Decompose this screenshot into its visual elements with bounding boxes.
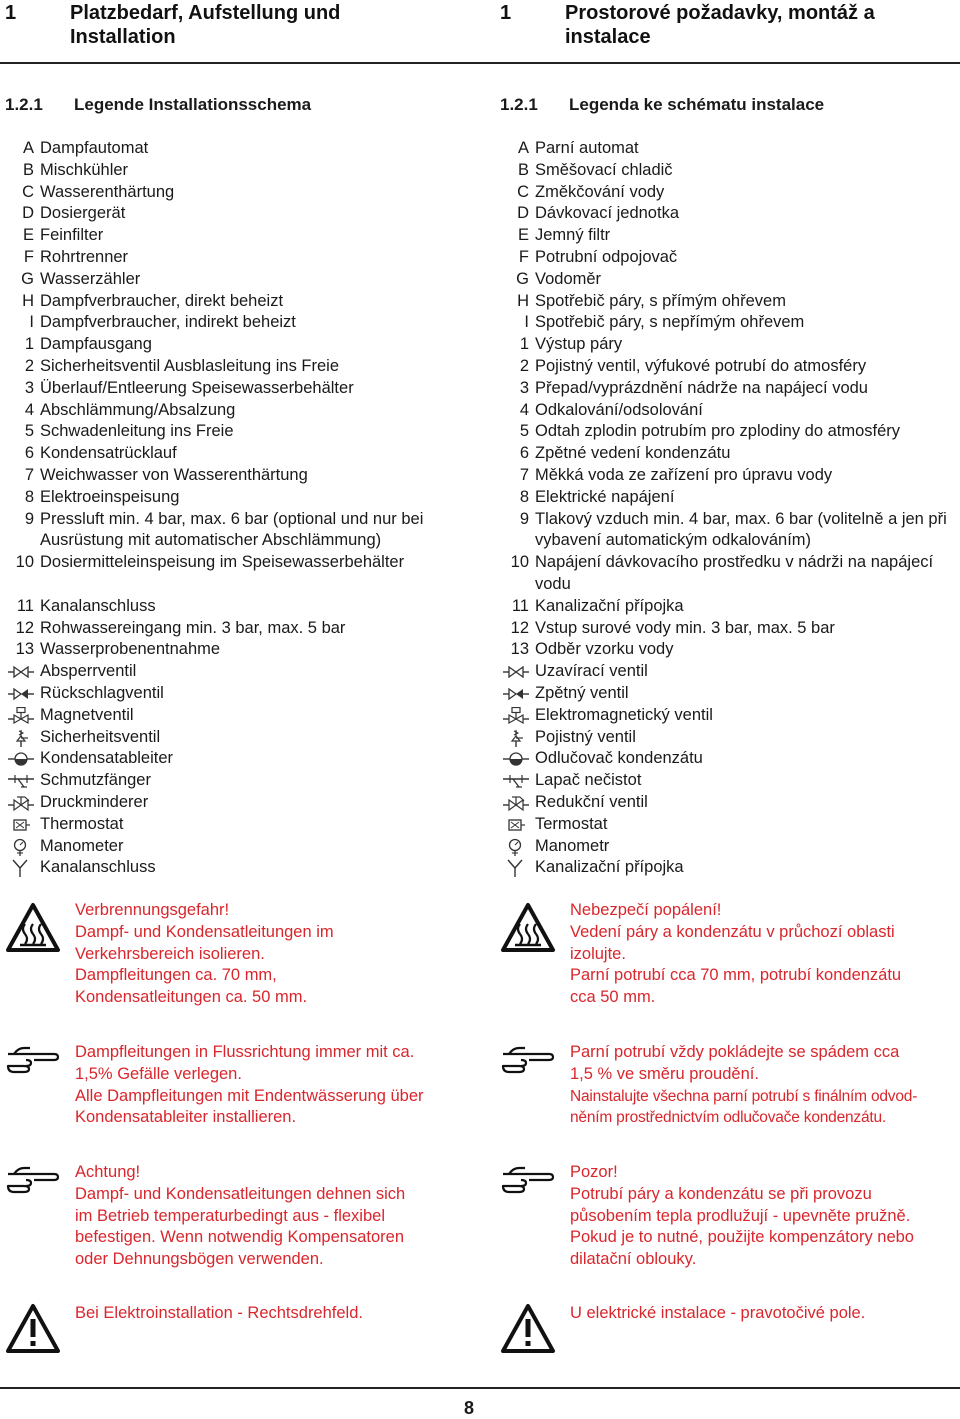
legend-item — [495, 356, 960, 378]
legend-text: Odtah zplodin potrubím pro zplodiny do atmosféry — [535, 422, 901, 441]
page-number: 8 — [464, 1398, 475, 1418]
legend-key: 8 — [24, 487, 34, 506]
pressure-reducer-icon — [8, 794, 34, 812]
legend-key: I — [524, 313, 529, 332]
symbol-text: Odlučovač kondenzátu — [535, 749, 703, 768]
legend-item — [495, 138, 960, 160]
legend-text: Dampfausgang — [40, 335, 152, 354]
symbol-text: Uzavírací ventil — [535, 662, 648, 681]
legend-text: Dampfautomat — [40, 139, 149, 157]
legend-key: 1 — [24, 335, 34, 354]
legend-key: 11 — [511, 596, 529, 615]
note-line: Alle Dampfleitungen mit Endentwässerung über — [75, 1086, 424, 1105]
section-number: 1.2.1 — [500, 95, 538, 114]
symbol-item — [495, 705, 960, 727]
legend-text: Rohwassereingang min. 3 bar, max. 5 bar — [40, 618, 346, 637]
manometer-icon — [8, 838, 34, 856]
note-line: Verbrennungsgefahr! — [75, 901, 230, 919]
hot-surface-warning-icon — [499, 900, 557, 963]
general-warning-icon — [499, 1301, 557, 1364]
symbol-item — [495, 770, 960, 792]
legend-spacer — [0, 574, 470, 596]
note-line: Parní potrubí vždy pokládejte se spádem cca — [570, 1043, 900, 1061]
legend-text: Odkalování/odsolování — [535, 400, 703, 419]
legend-key: 9 — [24, 509, 34, 528]
legend-key: 4 — [24, 400, 34, 419]
legend-key: 7 — [24, 465, 34, 484]
legend-item — [0, 312, 470, 334]
note-line: Nainstalujte všechna parní potrubí s finálním odvod- — [570, 1087, 918, 1105]
legend-key: 10 — [15, 553, 34, 572]
legend-item — [495, 487, 960, 509]
legend-item — [0, 203, 470, 225]
note-line: Vedení páry a kondenzátu v průchozí oblasti — [570, 922, 895, 941]
legend-item — [495, 421, 960, 443]
header-rule — [0, 62, 960, 64]
check-valve-icon — [8, 685, 34, 703]
legend-key: C — [22, 182, 34, 201]
legend-text: Dosiermitteleinspeisung im Speisewasserbehälter — [40, 553, 405, 572]
legend-text: Elektrické napájení — [535, 487, 675, 506]
legend-text: Přepad/vyprázdnění nádrže na napájecí vodu — [535, 378, 868, 397]
legend-key: H — [517, 291, 529, 310]
drain-connection-icon — [503, 859, 529, 877]
legend-key: 6 — [24, 444, 34, 463]
note-line: Kondensatableiter installieren. — [75, 1108, 297, 1127]
symbol-item — [0, 792, 470, 814]
note-line: 1,5% Gefälle verlegen. — [75, 1064, 242, 1083]
legend-item — [495, 269, 960, 291]
legend-text: Dosiergerät — [40, 204, 126, 223]
legend-key: E — [517, 226, 529, 245]
legend-list — [495, 138, 960, 879]
legend-text: Kanalizační přípojka — [535, 596, 684, 615]
symbol-text: Kanalizační přípojka — [535, 858, 684, 877]
legend-item — [495, 225, 960, 247]
note-line: Dampf- und Kondensatleitungen im — [75, 922, 334, 941]
symbol-item — [495, 661, 960, 683]
note-text — [75, 1042, 470, 1129]
symbol-item — [495, 683, 960, 705]
legend-item — [0, 465, 470, 487]
legend-key: 13 — [15, 640, 34, 659]
legend-text: Elektroeinspeisung — [40, 487, 180, 506]
legend-key: D — [22, 204, 34, 223]
symbol-item — [495, 727, 960, 749]
strainer-icon — [8, 772, 34, 790]
legend-item — [0, 356, 470, 378]
symbol-text: Kanalanschluss — [40, 858, 156, 877]
note-text — [570, 900, 960, 1009]
legend-key: F — [518, 247, 529, 266]
legend-text: Dampfverbraucher, direkt beheizt — [40, 291, 284, 310]
legend-item — [495, 618, 960, 640]
legend-item — [0, 182, 470, 204]
legend-text: Tlakový vzduch min. 4 bar, max. 6 bar (volitelně a jen při vybavení automatickým odkalováním) — [535, 509, 947, 550]
legend-text: Měkká voda ze zařízení pro úpravu vody — [535, 465, 833, 484]
note-line: im Betrieb temperaturbedingt aus - flexibel — [75, 1206, 385, 1225]
symbol-text: Zpětný ventil — [535, 683, 629, 702]
legend-text: Parní automat — [535, 139, 639, 157]
symbol-text: Schmutzfänger — [40, 771, 151, 790]
legend-key: 3 — [24, 378, 34, 397]
legend-text: Vodoměr — [535, 269, 602, 288]
legend-key: F — [23, 247, 34, 266]
legend-item — [495, 247, 960, 269]
legend-key: 7 — [519, 465, 529, 484]
thermostat-icon — [8, 816, 34, 834]
legend-item — [0, 639, 470, 661]
legend-text: Mischkühler — [40, 160, 129, 179]
legend-item — [495, 378, 960, 400]
legend-text: Napájení dávkovacího prostředku v nádrži na napájecí vodu — [535, 553, 934, 593]
symbol-item — [495, 748, 960, 770]
legend-text: Směšovací chladič — [535, 160, 673, 179]
legend-item — [495, 443, 960, 465]
legend-item — [0, 291, 470, 313]
legend-item — [0, 378, 470, 400]
pointing-hand-icon — [4, 1044, 60, 1081]
legend-key: A — [517, 139, 529, 157]
legend-item — [495, 160, 960, 182]
note-line: Potrubí páry a kondenzátu se při provozu — [570, 1184, 872, 1203]
legend-key: 5 — [24, 422, 34, 441]
chapter-number: 1 — [500, 2, 512, 24]
legend-key: 9 — [519, 509, 529, 528]
legend-item — [0, 509, 470, 553]
symbol-text: Sicherheitsventil — [40, 727, 161, 746]
legend-text: Überlauf/Entleerung Speisewasserbehälter — [40, 378, 354, 397]
legend-item — [0, 400, 470, 422]
safety-valve-icon — [503, 729, 529, 747]
note-line: Nebezpečí popálení! — [570, 901, 722, 919]
note-line: cca 50 mm. — [570, 988, 656, 1007]
legend-key: 8 — [519, 487, 529, 506]
legend-key: D — [517, 204, 529, 223]
legend-key: 13 — [510, 640, 529, 659]
legend-text: Odběr vzorku vody — [535, 640, 674, 659]
strainer-icon — [503, 772, 529, 790]
general-warning-icon — [4, 1301, 62, 1364]
legend-key: 10 — [510, 553, 529, 572]
legend-key: 6 — [519, 444, 529, 463]
chapter-title: Platzbedarf, Aufstellung und Installation — [70, 2, 341, 48]
legend-key: A — [22, 139, 34, 157]
legend-key: B — [517, 160, 529, 179]
legend-key: 2 — [519, 356, 529, 375]
legend-item — [495, 400, 960, 422]
pressure-reducer-icon — [503, 794, 529, 812]
note-line: Pozor! — [570, 1163, 618, 1181]
note-line: Verkehrsbereich isolieren. — [75, 944, 265, 963]
legend-text: Pojistný ventil, výfukové potrubí do atmosféry — [535, 356, 867, 375]
legend-text: Feinfilter — [40, 226, 104, 245]
legend-text: Zpětné vedení kondenzátu — [535, 444, 731, 463]
manometer-icon — [503, 838, 529, 856]
note-line: Kondensatleitungen ca. 50 mm. — [75, 988, 308, 1007]
drain-connection-icon — [8, 859, 34, 877]
legend-item — [495, 312, 960, 334]
legend-key: 11 — [16, 596, 34, 615]
chapter-title: Prostorové požadavky, montáž a instalace — [565, 2, 875, 48]
legend-item — [495, 182, 960, 204]
symbol-text: Kondensatableiter — [40, 749, 174, 768]
symbol-text: Absperrventil — [40, 662, 137, 681]
note-line: působením tepla prodlužují - upevněte pružně. — [570, 1206, 911, 1225]
legend-item — [0, 138, 470, 160]
legend-text: Wasserprobenentnahme — [40, 640, 221, 659]
legend-key: E — [22, 226, 34, 245]
legend-text: Výstup páry — [535, 335, 623, 354]
legend-key: 1 — [519, 335, 529, 354]
note-text — [75, 1303, 470, 1325]
note-line: U elektrické instalace - pravotočivé pole. — [570, 1304, 866, 1322]
legend-item — [495, 509, 960, 553]
note-text — [570, 1042, 960, 1129]
symbol-text: Termostat — [535, 814, 608, 833]
legend-text: Schwadenleitung ins Freie — [40, 422, 234, 441]
note-line: Dampf- und Kondensatleitungen dehnen sich — [75, 1184, 406, 1203]
legend-item — [0, 618, 470, 640]
symbol-item — [495, 836, 960, 858]
thermostat-icon — [503, 816, 529, 834]
symbol-item — [0, 748, 470, 770]
hot-surface-warning-icon — [4, 900, 62, 963]
steam-trap-icon — [8, 750, 34, 768]
pointing-hand-icon — [4, 1164, 60, 1201]
legend-text: Dávkovací jednotka — [535, 204, 679, 223]
note-line: Dampfleitungen in Flussrichtung immer mit ca. — [75, 1043, 415, 1061]
legend-text: Jemný filtr — [535, 226, 611, 245]
legend-item — [495, 639, 960, 661]
note-line: Achtung! — [75, 1163, 141, 1181]
legend-list — [0, 138, 470, 879]
symbol-text: Manometer — [40, 836, 124, 855]
symbol-text: Thermostat — [40, 814, 124, 833]
solenoid-valve-icon — [8, 707, 34, 725]
symbol-item — [0, 770, 470, 792]
legend-text: Rohrtrenner — [40, 247, 129, 266]
legend-item — [495, 203, 960, 225]
note-line: befestigen. Wenn notwendig Kompensatoren — [75, 1228, 405, 1247]
shutoff-valve-icon — [8, 663, 34, 681]
section-title: Legende Installationsschema — [74, 95, 312, 114]
symbol-item — [0, 683, 470, 705]
legend-item — [0, 247, 470, 269]
symbol-item — [495, 792, 960, 814]
legend-text: Potrubní odpojovač — [535, 247, 678, 266]
legend-key: 12 — [510, 618, 529, 637]
note-line: něním prostřednictvím odlučovače kondenzátu. — [570, 1109, 887, 1127]
symbol-text: Manometr — [535, 836, 610, 855]
legend-text: Spotřebič páry, s přímým ohřevem — [535, 291, 786, 310]
legend-text: Vstup surové vody min. 3 bar, max. 5 bar — [535, 618, 835, 637]
symbol-item — [0, 705, 470, 727]
pointing-hand-icon — [499, 1044, 555, 1081]
legend-text: Sicherheitsventil Ausblasleitung ins Freie — [40, 356, 339, 375]
section-number: 1.2.1 — [5, 95, 43, 114]
symbol-text: Pojistný ventil — [535, 727, 636, 746]
note-line: Dampfleitungen ca. 70 mm, — [75, 966, 277, 985]
symbol-text: Rückschlagventil — [40, 683, 164, 702]
legend-key: 3 — [519, 378, 529, 397]
solenoid-valve-icon — [503, 707, 529, 725]
section-title: Legenda ke schématu instalace — [569, 95, 825, 114]
note-text — [570, 1162, 960, 1271]
legend-text: Spotřebič páry, s nepřímým ohřevem — [535, 313, 805, 332]
note-line: izolujte. — [570, 944, 626, 963]
legend-text: Kondensatrücklauf — [40, 444, 177, 463]
legend-item — [0, 552, 470, 574]
legend-key: 2 — [24, 356, 34, 375]
shutoff-valve-icon — [503, 663, 529, 681]
symbol-text: Druckminderer — [40, 792, 149, 811]
legend-item — [0, 596, 470, 618]
note-text — [570, 1303, 960, 1325]
legend-key: B — [22, 160, 34, 179]
legend-item — [495, 291, 960, 313]
note-line: Parní potrubí cca 70 mm, potrubí kondenzátu — [570, 966, 902, 985]
note-text — [75, 900, 470, 1009]
symbol-item — [495, 857, 960, 879]
legend-key: 12 — [15, 618, 34, 637]
legend-text: Změkčování vody — [535, 182, 665, 201]
symbol-text: Redukční ventil — [535, 792, 648, 811]
legend-item — [495, 552, 960, 596]
legend-key: 5 — [519, 422, 529, 441]
pointing-hand-icon — [499, 1164, 555, 1201]
note-line: 1,5 % ve směru proudění. — [570, 1064, 759, 1083]
note-text — [75, 1162, 470, 1271]
symbol-item — [0, 661, 470, 683]
footer-rule — [0, 1387, 960, 1389]
symbol-item — [0, 727, 470, 749]
symbol-item — [495, 814, 960, 836]
note-line: dilatační oblouky. — [570, 1250, 697, 1269]
legend-item — [0, 334, 470, 356]
note-line: oder Dehnungsbögen verwenden. — [75, 1250, 324, 1269]
symbol-text: Lapač nečistot — [535, 771, 642, 790]
legend-key: 4 — [519, 400, 529, 419]
note-line: Pokud je to nutné, použijte kompenzátory nebo — [570, 1228, 914, 1247]
legend-key: I — [29, 313, 34, 332]
legend-item — [495, 596, 960, 618]
legend-item — [0, 225, 470, 247]
legend-text: Abschlämmung/Absalzung — [40, 400, 236, 419]
symbol-item — [0, 836, 470, 858]
legend-item — [0, 160, 470, 182]
legend-item — [0, 443, 470, 465]
symbol-item — [0, 857, 470, 879]
legend-item — [0, 269, 470, 291]
legend-key: C — [517, 182, 529, 201]
legend-text: Weichwasser von Wasserenthärtung — [40, 465, 308, 484]
legend-item — [495, 334, 960, 356]
symbol-text: Elektromagnetický ventil — [535, 705, 713, 724]
legend-item — [0, 421, 470, 443]
legend-key: H — [22, 291, 34, 310]
symbol-text: Magnetventil — [40, 705, 134, 724]
chapter-number: 1 — [5, 2, 17, 24]
legend-item — [495, 465, 960, 487]
legend-key: G — [21, 269, 34, 288]
symbol-item — [0, 814, 470, 836]
legend-item — [0, 487, 470, 509]
note-line: Bei Elektroinstallation - Rechtsdrehfeld. — [75, 1304, 363, 1322]
legend-text: Wasserenthärtung — [40, 182, 175, 201]
safety-valve-icon — [8, 729, 34, 747]
legend-text: Pressluft min. 4 bar, max. 6 bar (optional und nur bei Ausrüstung mit automatischer Abschlämmung) — [40, 509, 424, 550]
check-valve-icon — [503, 685, 529, 703]
legend-text: Kanalanschluss — [40, 596, 156, 615]
legend-key: G — [516, 269, 529, 288]
steam-trap-icon — [503, 750, 529, 768]
legend-text: Dampfverbraucher, indirekt beheizt — [40, 313, 296, 332]
legend-text: Wasserzähler — [40, 269, 141, 288]
